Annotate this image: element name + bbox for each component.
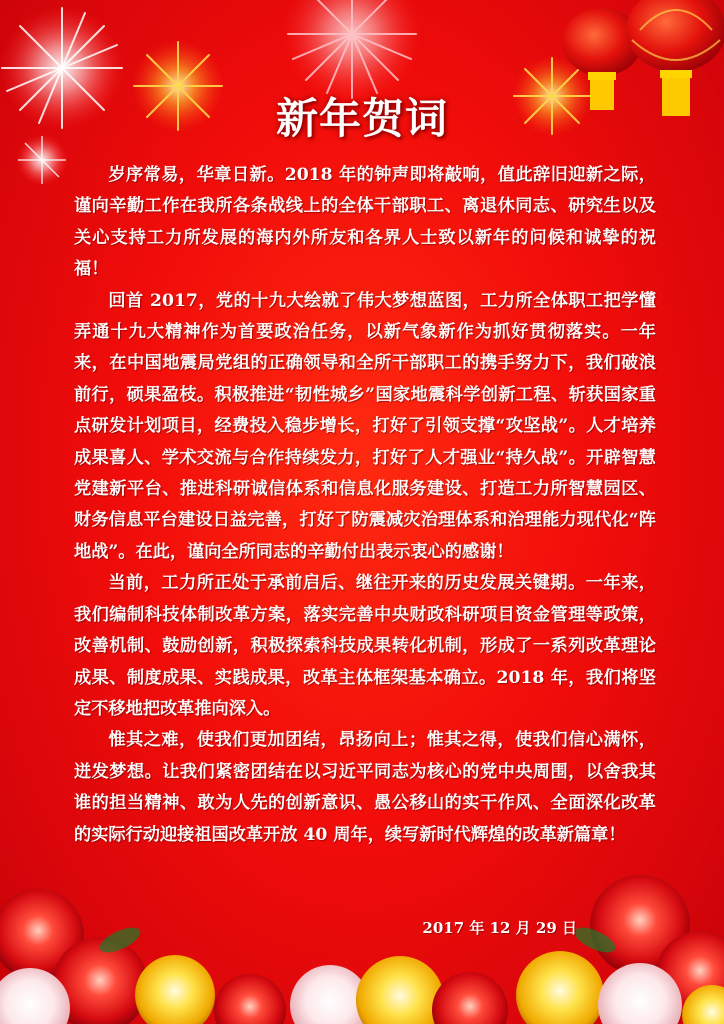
peony-flower-icon [0,875,724,1024]
paragraph: 惟其之难，使我们更加团结，昂扬向上；惟其之得，使我们信心满怀，迸发梦想。让我们紧密团结在以习近平同志为核心的党中央周围，以舍我其谁的担当精神、敢为人先的创新意识、愚公移山的实干作风、全面深化改革的实际行动迎接祖国改革开放 40 周年，续写新时代辉煌的改革新篇章！ [74,730,656,845]
signature-date: 2017 年 12 月 29 日 [422,919,577,937]
page-title: 新年贺词 [275,94,448,143]
paragraph: 岁序常易，华章日新。2018 年的钟声即将敲响，值此辞旧迎新之际，谨向辛勤工作在我所各条战线上的全体干部职工、离退休同志、研究生以及关心支持工力所发展的海内外所友和各界人士致以新年的问候和诚挚的祝福！ [74,165,656,280]
paragraph: 回首 2017，党的十九大绘就了伟大梦想蓝图，工力所全体职工把学懂弄通十九大精神作为首要政治任务，以新气象新作为抓好贯彻落实。一年来，在中国地震局党组的正确领导和全所干部职工的携手努力下，我们破浪前行，硕果盈枝。积极推进“韧性城乡”国家地震科学创新工程、斩获国家重点研发计划项目，经费投入稳步增长，打好了引领支撑“攻坚战”。人才培养成果喜人、学术交流与合作持续发力，打好了人才强业“持久战”。开辟智慧党建新平台、推进科研诚信体系和信息化服务建设、打造工力所智慧园区、财务信息平台建设日益完善，打好了防震减灾治理体系和治理能力现代化“阵地战”。在此，谨向全所同志的辛勤付出表示衷心的感谢！ [74,290,656,562]
greeting-body [74,160,656,851]
paragraph: 当前，工力所正处于承前启后、继往开来的历史发展关键期。一年来，我们编制科技体制改革方案，落实完善中央财政科研项目资金管理等政策，改善机制、鼓励创新，积极探索科技成果转化机制，形成了一系列改革理论成果、制度成果、实践成果，改革主体框架基本确立。2018 年，我们将坚定不移地把改革推向深入。 [74,573,656,719]
